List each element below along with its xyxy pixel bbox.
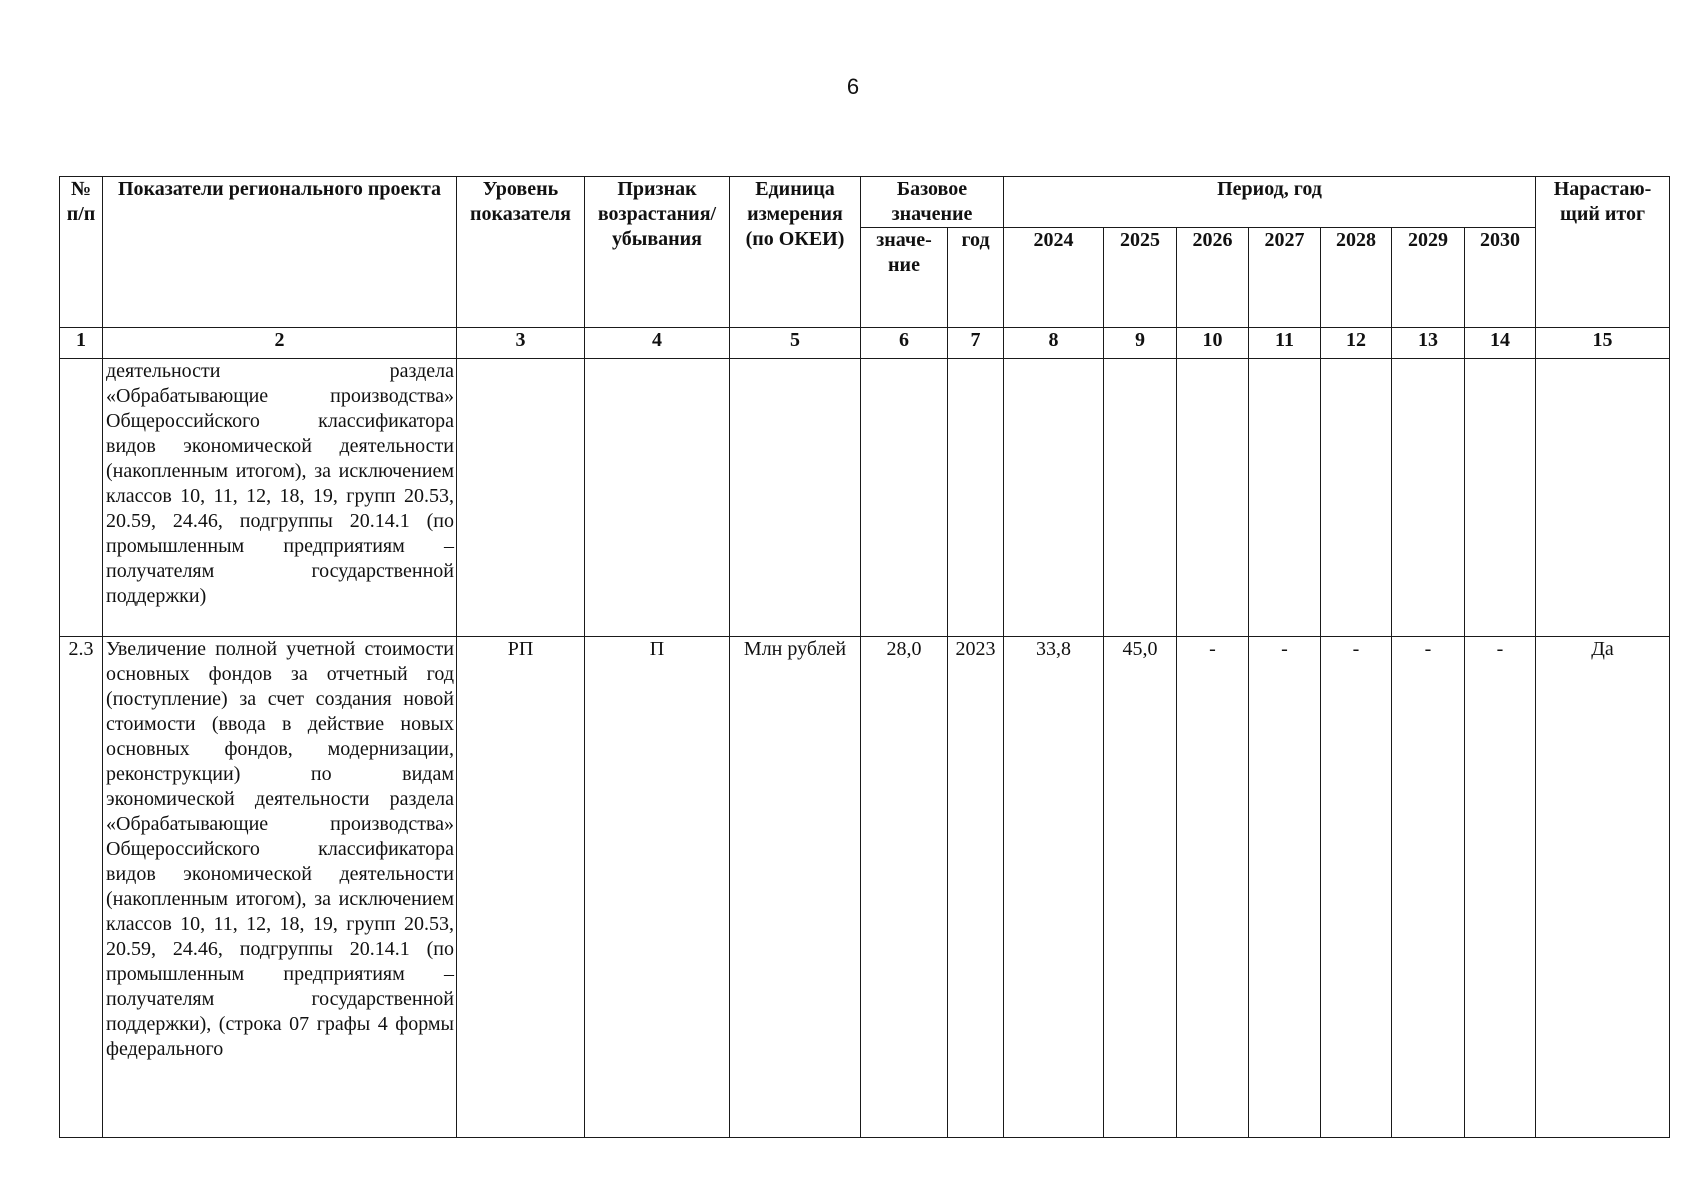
header-base: Базовое значение	[861, 177, 1004, 228]
header-trend: Признак возрастания/ убывания	[585, 177, 730, 328]
column-number: 8	[1004, 328, 1104, 359]
indicators-table	[59, 176, 1670, 1138]
row-level	[457, 359, 585, 637]
header-year-2024: 2024	[1004, 228, 1104, 328]
row-value-2029: -	[1392, 637, 1465, 1138]
row-value-2026: -	[1177, 637, 1249, 1138]
row-indicator-text: Увеличение полной учетной стоимости основных фондов за отчетный год (поступление) за счет создания новой стоимости (ввода в действие новых основных фондов, модернизации, реконструкции) по видам экономической деятельности раздела «Обрабатывающие производства» Общероссийского классификатора видов экономической деятельности (накопленным итогом), за исключением классов 10, 11, 12, 18, 19, групп 20.53, 20.59, 24.46, подгруппы 20.14.1 (по промышленным предприятиям – получателям государственной поддержки), (строка 07 графы 4 формы федерального	[103, 637, 457, 1138]
header-base-year: год	[948, 228, 1004, 328]
row-cumulative: Да	[1536, 637, 1670, 1138]
row-value-2024	[1004, 359, 1104, 637]
row-unit: Млн рублей	[730, 637, 861, 1138]
header-level: Уровень показателя	[457, 177, 585, 328]
row-value-2030: -	[1465, 637, 1536, 1138]
row-value-2027: -	[1249, 637, 1321, 1138]
column-number: 13	[1392, 328, 1465, 359]
row-indicator-text: деятельности раздела «Обрабатывающие производства» Общероссийского классификатора видов экономической деятельности (накопленным итогом), за исключением классов 10, 11, 12, 18, 19, групп 20.53, 20.59, 24.46, подгруппы 20.14.1 (по промышленным предприятиям – получателям государственной поддержки)	[103, 359, 457, 637]
table-row	[60, 637, 1670, 1138]
column-number: 5	[730, 328, 861, 359]
column-number-row	[60, 328, 1670, 359]
page-number: 6	[846, 74, 860, 99]
header-unit: Единица измерения (по ОКЕИ)	[730, 177, 861, 328]
header-cumulative: Нарастаю- щий итог	[1536, 177, 1670, 328]
column-number: 4	[585, 328, 730, 359]
column-number: 11	[1249, 328, 1321, 359]
header-period: Период, год	[1004, 177, 1536, 228]
row-value-2026	[1177, 359, 1249, 637]
column-number: 12	[1321, 328, 1392, 359]
row-num	[60, 359, 103, 637]
header-row-top	[60, 177, 1670, 228]
row-value-2025	[1104, 359, 1177, 637]
row-value-2028: -	[1321, 637, 1392, 1138]
row-num: 2.3	[60, 637, 103, 1138]
row-base-value: 28,0	[861, 637, 948, 1138]
row-cumulative	[1536, 359, 1670, 637]
column-number: 2	[103, 328, 457, 359]
row-base-year	[948, 359, 1004, 637]
column-number: 9	[1104, 328, 1177, 359]
row-value-2025: 45,0	[1104, 637, 1177, 1138]
column-number: 14	[1465, 328, 1536, 359]
header-year-2028: 2028	[1321, 228, 1392, 328]
header-base-value: значе- ние	[861, 228, 948, 328]
row-value-2030	[1465, 359, 1536, 637]
row-value-2027	[1249, 359, 1321, 637]
column-number: 6	[861, 328, 948, 359]
header-year-2027: 2027	[1249, 228, 1321, 328]
header-year-2029: 2029	[1392, 228, 1465, 328]
row-value-2024: 33,8	[1004, 637, 1104, 1138]
table-row	[60, 359, 1670, 637]
row-base-value	[861, 359, 948, 637]
row-value-2029	[1392, 359, 1465, 637]
column-number: 15	[1536, 328, 1670, 359]
header-year-2026: 2026	[1177, 228, 1249, 328]
column-number: 7	[948, 328, 1004, 359]
row-value-2028	[1321, 359, 1392, 637]
header-num: № п/п	[60, 177, 103, 328]
row-unit	[730, 359, 861, 637]
row-trend	[585, 359, 730, 637]
header-indicator: Показатели регионального проекта	[103, 177, 457, 328]
header-year-2030: 2030	[1465, 228, 1536, 328]
column-number: 1	[60, 328, 103, 359]
row-base-year: 2023	[948, 637, 1004, 1138]
row-trend: П	[585, 637, 730, 1138]
header-year-2025: 2025	[1104, 228, 1177, 328]
column-number: 10	[1177, 328, 1249, 359]
column-number: 3	[457, 328, 585, 359]
row-level: РП	[457, 637, 585, 1138]
